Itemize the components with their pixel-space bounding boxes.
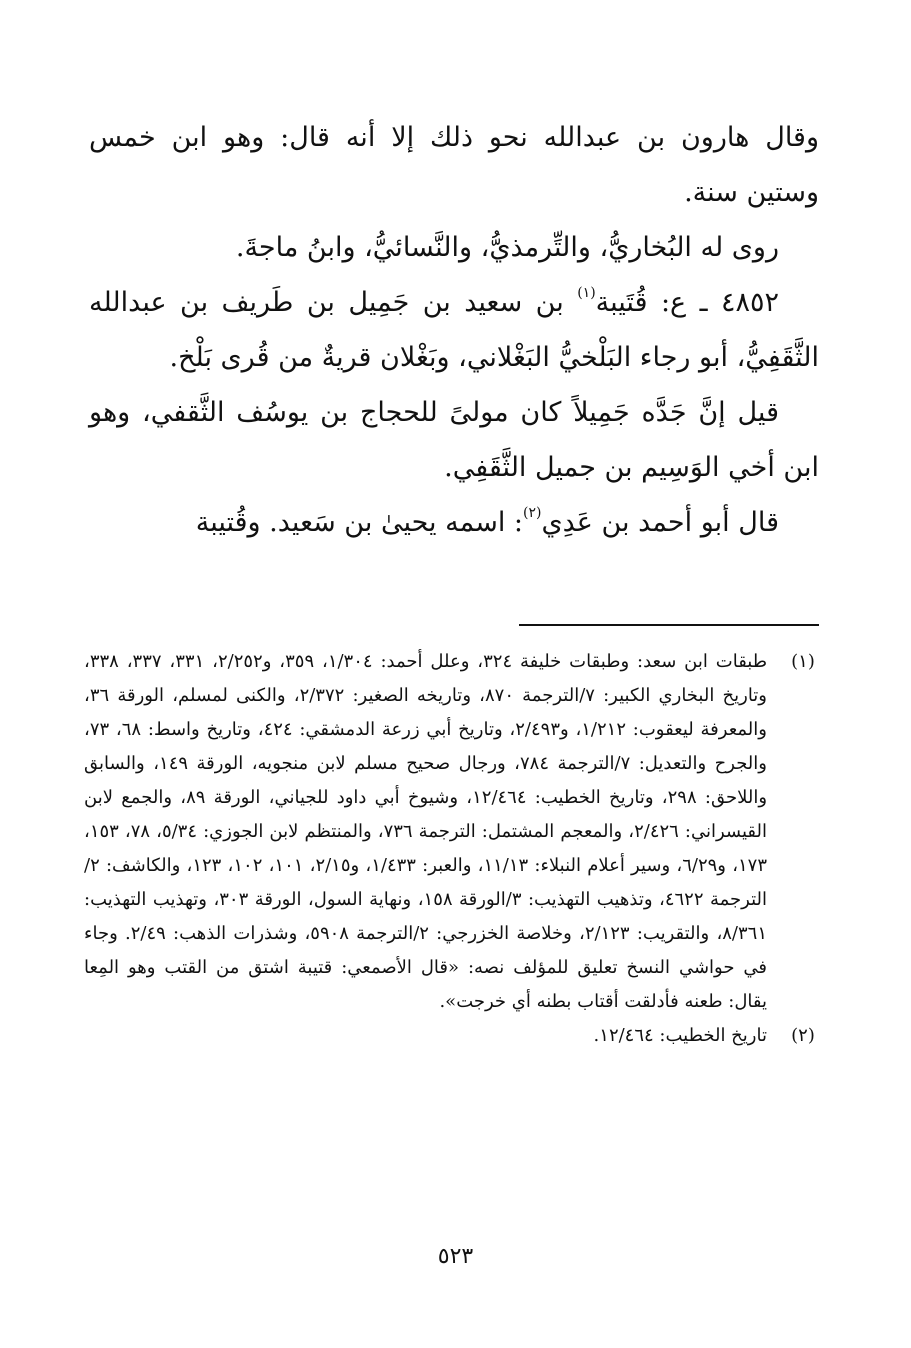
footnote-marker-2: (٢)	[791, 1025, 815, 1046]
paragraph-4: قيل إنَّ جَدَّه جَمِيلاً كان مولىً للحجاج بن يوسُف الثَّقفي، وهو ابن أخي الوَسِيم بن جميل الثَّقَفِي.	[89, 397, 819, 483]
entry-text: بن سعيد بن جَمِيل بن طَريف بن عبدالله الثَّقَفِيُّ، أبو رجاء البَلْخيُّ البَغْلاني، وبَغْلان قريةٌ من قُرى بَلْخ.	[89, 287, 819, 373]
footnote-text-1: طبقات ابن سعد: وطبقات خليفة ٣٢٤، وعلل أحمد: ١/٣٠٤، ٣٥٩، و٢/٢٥٢، ٣٣١، ٣٣٧، ٣٣٨، وتاريخ البخاري الكبير: ٧/الترجمة ٨٧٠، وتاريخه الصغير: ٢/٣٧٢، والكنى لمسلم، الورقة ٣٦، والمعرفة ليعقوب: ١/٢١٢، و٢/٤٩٣، وتاريخ أبي زرعة الدمشقي: ٤٢٤، وتاريخ واسط: ٦٨، ٧٣، والجرح والتعديل: ٧/الترجمة ٧٨٤، ورجال صحيح مسلم لابن منجويه، الورقة ١٤٩، والسابق واللاحق: ٢٩٨، وتاريخ الخطيب: ١٢/٤٦٤، وشيوخ أبي داود للجياني، الورقة ٨٩، والجمع لابن القيسراني: ٢/٤٢٦، والمعجم المشتمل: الترجمة ٧٣٦، والمنتظم لابن الجوزي: ٥/٣٤، ٧٨، ١٥٣، ١٧٣، و٦/٢٩، وسير أعلام النبلاء: ١١/١٣، والعبر: ١/٤٣٣، و٢/١٥، ١٠١، ١٠٢، ١٢٣، والكاشف: ٢/الترجمة ٤٦٢٢، وتذهيب التهذيب: ٣/الورقة ١٥٨، ونهاية السول، الورقة ٣٠٣، وتهذيب التهذيب: ٨/٣٦١، والتقريب: ٢/١٢٣، وخلاصة الخزرجي: ٢/الترجمة ٥٩٠٨، وشذرات الذهب: ٢/٤٩. وجاء في حواشي النسخ تعليق للمؤلف نصه: «قال الأصمعي: قتيبة اشتق من القتب وهو المِعا يقال: طعنه فأدلقت أقتاب بطنه أي خرجت».	[84, 651, 768, 1012]
main-text	[89, 110, 819, 550]
entry-number: ٤٨٥٢ ـ ع:	[660, 287, 779, 318]
paragraph-5-end: : اسمه يحيىٰ بن سَعيد. وقُتيبة	[195, 507, 524, 538]
paragraph-1: وقال هارون بن عبدالله نحو ذلك إلا أنه قال: وهو ابن خمس وستين سنة.	[89, 122, 819, 208]
paragraph-5	[89, 495, 819, 550]
footnote-ref-2[interactable]: (٢)	[523, 505, 542, 521]
footnote-2	[84, 1019, 819, 1053]
footnote-text-2: تاريخ الخطيب: ١٢/٤٦٤.	[593, 1025, 767, 1046]
footnote-separator	[519, 624, 819, 626]
page-number: ٥٢٣	[437, 1244, 474, 1269]
entry-name: قُتَيبة	[595, 287, 648, 318]
biography-entry	[89, 275, 819, 385]
paragraph-5-start: قال أبو أحمد بن عَدِي	[541, 507, 779, 538]
paragraph-2: روى له البُخاريُّ، والتِّرمذيُّ، والنَّسائيُّ، وابنُ ماجةَ.	[235, 232, 779, 263]
footnote-ref-1[interactable]: (١)	[577, 285, 596, 301]
footnotes	[84, 645, 819, 1053]
footnote-marker-1: (١)	[791, 651, 815, 672]
footnote-1	[84, 645, 819, 1019]
